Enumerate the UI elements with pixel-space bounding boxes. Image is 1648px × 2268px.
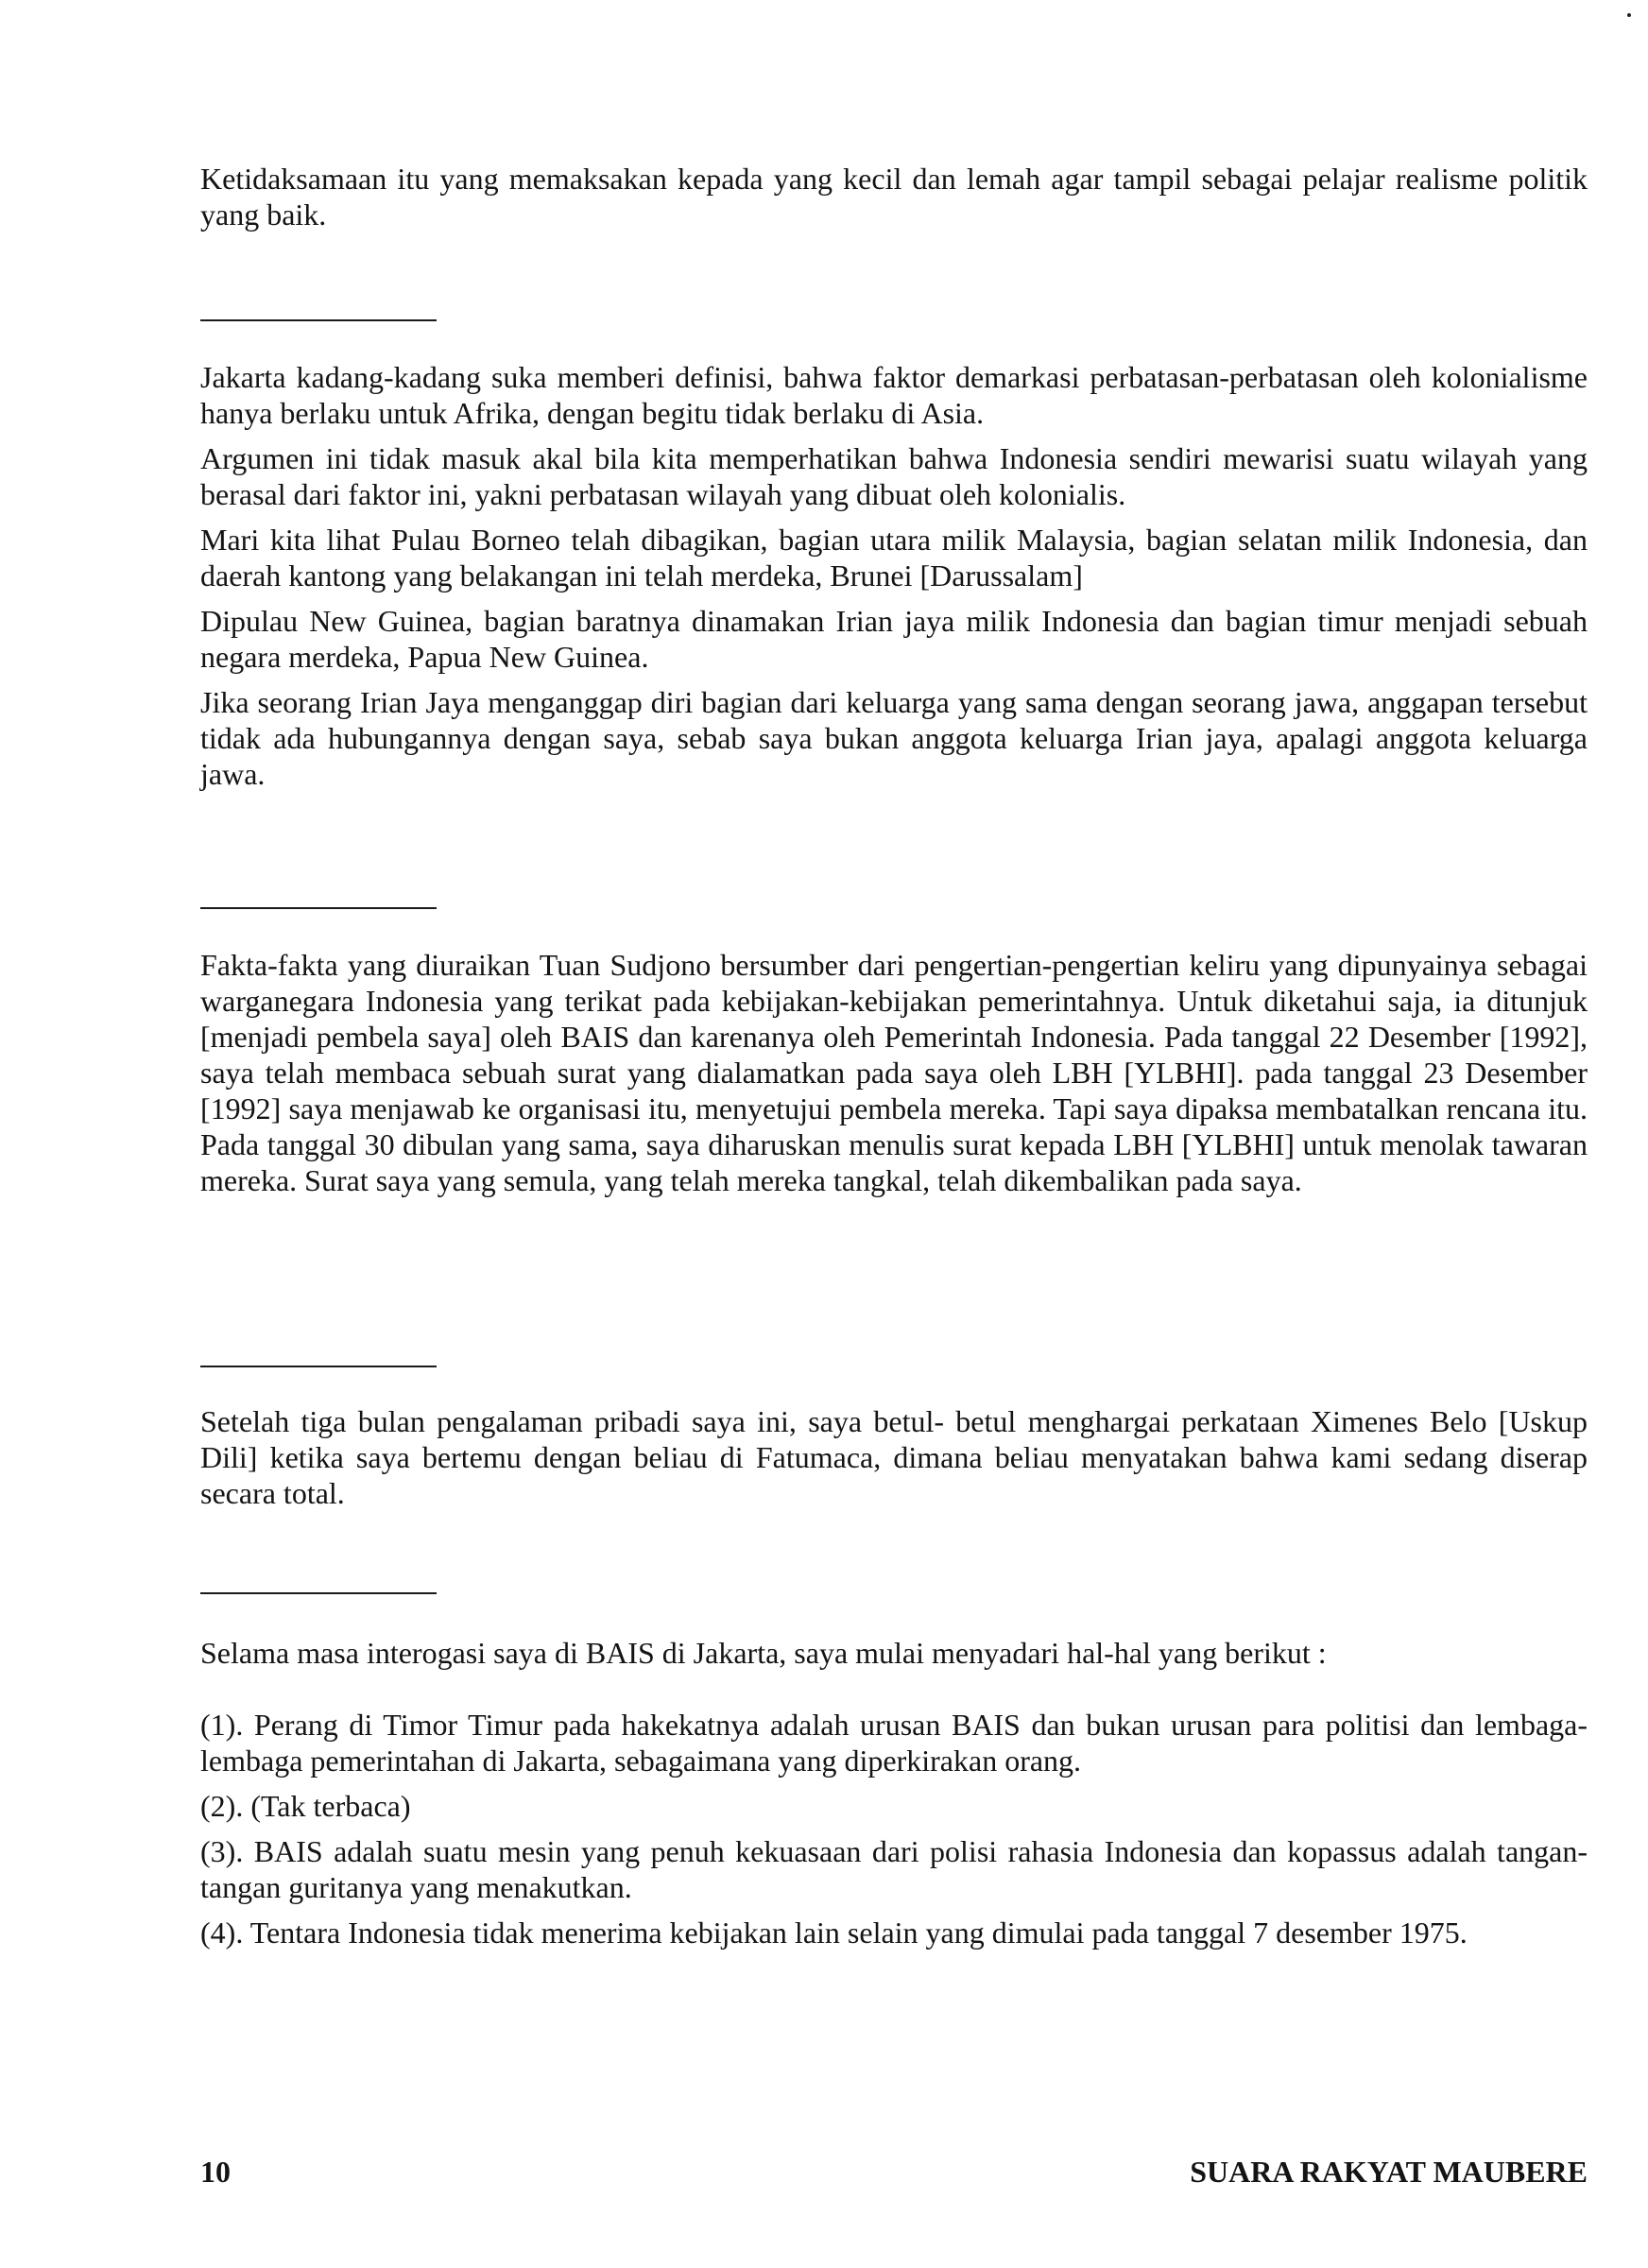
paragraph-argument: Argumen ini tidak masuk akal bila kita memperhatikan bahwa Indonesia sendiri mewarisi suatu wilayah yang berasal dari faktor ini, yakni perbatasan wilayah yang dibuat oleh kolonialis. xyxy=(200,441,1588,511)
intro-section xyxy=(200,161,1588,232)
paragraph-ximenes-belo: Setelah tiga bulan pengalaman pribadi saya ini, saya betul- betul menghargai perkataan Ximenes Belo [Uskup Dili] ketika saya bertemu dengan beliau di Fatumaca, dimana beliau menyatakan bahwa kami sedang diserap secara total. xyxy=(200,1404,1588,1510)
scan-speck xyxy=(1627,13,1631,17)
borders-section xyxy=(200,359,1588,792)
paragraph-sudjono: Fakta-fakta yang diuraikan Tuan Sudjono bersumber dari pengertian-pengertian keliru yang dipunyainya sebagai warganegara Indonesia yang terikat pada kebijakan-kebijakan pemerintahnya. Untuk diketahui saja, ia ditunjuk [menjadi pembela saya] oleh BAIS dan karenanya oleh Pemerintah Indonesia. Pada tanggal 22 Desember [1992], saya telah membaca sebuah surat yang dialamatkan pada saya oleh LBH [YLBHI]. pada tanggal 23 Desember [1992] saya menjawab ke organisasi itu, menyetujui pembela mereka. Tapi saya dipaksa membatalkan rencana itu. Pada tanggal 30 dibulan yang sama, saya diharuskan menulis surat kepada LBH [YLBHI] untuk menolak tawaran mereka. Surat saya yang semula, yang telah mereka tangkal, telah dikembalikan pada saya. xyxy=(200,948,1588,1197)
section-divider xyxy=(200,1592,437,1594)
list-item: (2). (Tak terbaca) xyxy=(200,1789,411,1823)
publication-title: SUARA RAKYAT MAUBERE xyxy=(1190,2155,1588,2189)
paragraph-interrogation-lead: Selama masa interogasi saya di BAIS di Jakarta, saya mulai menyadari hal-hal yang berikut : xyxy=(200,1636,1327,1670)
section-divider xyxy=(200,319,437,321)
section-divider xyxy=(200,907,437,909)
list-item: (3). BAIS adalah suatu mesin yang penuh kekuasaan dari polisi rahasia Indonesia dan kopassus adalah tangan-tangan guritanya yang menakutkan. xyxy=(200,1834,1588,1904)
list-item: (4). Tentara Indonesia tidak menerima kebijakan lain selain yang dimulai pada tanggal 7 desember 1975. xyxy=(200,1916,1468,1950)
sudjono-section xyxy=(200,947,1588,1198)
belo-section xyxy=(200,1403,1588,1511)
interrogation-section xyxy=(200,1635,1588,1950)
paragraph-borneo: Mari kita lihat Pulau Borneo telah dibagikan, bagian utara milik Malaysia, bagian selatan milik Indonesia, dan daerah kantong yang belakangan ini telah merdeka, Brunei [Darussalam] xyxy=(200,523,1588,593)
paragraph-irian-jaya: Jika seorang Irian Jaya menganggap diri bagian dari keluarga yang sama dengan seorang jawa, anggapan tersebut tidak ada hubungannya dengan saya, sebab saya bukan anggota keluarga Irian jaya, apalagi anggota keluarga jawa. xyxy=(200,685,1588,791)
document-page xyxy=(200,161,1588,2240)
section-divider xyxy=(200,1366,437,1367)
intro-paragraph: Ketidaksamaan itu yang memaksakan kepada yang kecil dan lemah agar tampil sebagai pelajar realisme politik yang baik. xyxy=(200,162,1588,232)
paragraph-jakarta-definition: Jakarta kadang-kadang suka memberi definisi, bahwa faktor demarkasi perbatasan-perbatasan oleh kolonialisme hanya berlaku untuk Afrika, dengan begitu tidak berlaku di Asia. xyxy=(200,360,1588,430)
page-number: 10 xyxy=(200,2155,231,2189)
list-item: (1). Perang di Timor Timur pada hakekatnya adalah urusan BAIS dan bukan urusan para politisi dan lembaga-lembaga pemerintahan di Jakarta, sebagaimana yang diperkirakan orang. xyxy=(200,1708,1588,1778)
page-footer xyxy=(200,2155,1588,2190)
paragraph-new-guinea: Dipulau New Guinea, bagian baratnya dinamakan Irian jaya milik Indonesia dan bagian timur menjadi sebuah negara merdeka, Papua New Guinea. xyxy=(200,604,1588,674)
